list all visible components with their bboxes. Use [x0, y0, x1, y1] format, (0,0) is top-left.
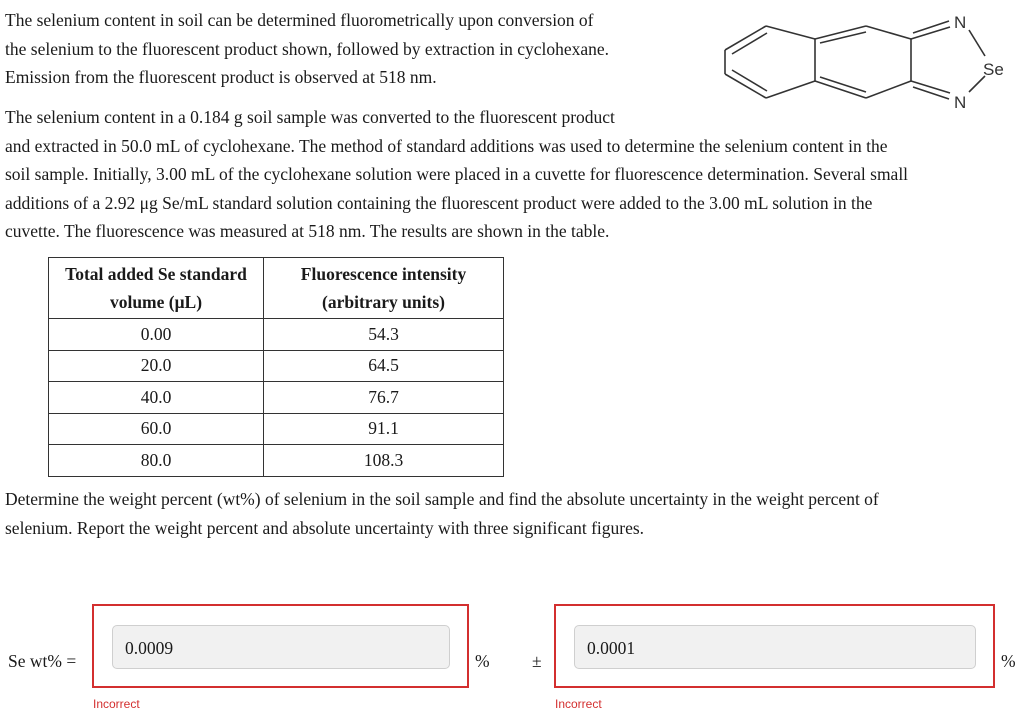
- procedure-line: cuvette. The fluorescence was measured at 518 nm. The results are shown in the table.: [5, 221, 610, 241]
- table-cell: 20.0: [49, 350, 264, 382]
- nitrogen-atom-label: N: [954, 13, 967, 32]
- question-line: Determine the weight percent (wt%) of selenium in the soil sample and find the absolute uncertainty in the weight percent of: [5, 489, 879, 509]
- table-row: [49, 382, 504, 414]
- question-text: [5, 485, 1015, 542]
- table-row: [49, 350, 504, 382]
- wt-unit-label: %: [475, 651, 490, 671]
- table-cell: 91.1: [264, 413, 504, 445]
- selenium-atom-label: Se: [983, 60, 1004, 79]
- question-line: selenium. Report the weight percent and absolute uncertainty with three significant figures.: [5, 517, 645, 538]
- wt-status-text: Incorrect: [93, 697, 140, 711]
- table-cell: 80.0: [49, 445, 264, 477]
- uncertainty-answer-box: [554, 604, 995, 688]
- plus-minus-label: ±: [532, 651, 542, 671]
- table-row: [49, 319, 504, 351]
- procedure-line: additions of a 2.92 μg Se/mL standard solution containing the fluorescent product were added to the 3.00 mL solution in the: [5, 192, 873, 213]
- nitrogen-atom-label: N: [954, 93, 967, 112]
- wt-answer-box: [92, 604, 469, 688]
- table-row: [49, 413, 504, 445]
- se-wt-label: Se wt% =: [8, 651, 77, 671]
- intro-paragraph: [5, 6, 695, 92]
- procedure-paragraph: [5, 103, 1021, 246]
- procedure-line: The selenium content in a 0.184 g soil sample was converted to the fluorescent product: [5, 107, 615, 127]
- uncertainty-status-text: Incorrect: [555, 697, 602, 711]
- table-cell: 0.00: [49, 319, 264, 351]
- column-header-volume: Total added Se standard volume (μL): [49, 258, 264, 319]
- uncertainty-input[interactable]: 0.0001: [574, 625, 976, 669]
- intro-line: The selenium content in soil can be determined fluorometrically upon conversion of: [5, 10, 594, 30]
- intro-line: Emission from the fluorescent product is observed at 518 nm.: [5, 67, 437, 87]
- procedure-line: soil sample. Initially, 3.00 mL of the cyclohexane solution were placed in a cuvette for fluorescence determination. Several small: [5, 164, 909, 184]
- data-table: [48, 257, 504, 477]
- table-cell: 40.0: [49, 382, 264, 414]
- column-header-intensity: Fluorescence intensity (arbitrary units): [264, 258, 504, 319]
- table-cell: 54.3: [264, 319, 504, 351]
- table-row: [49, 445, 504, 477]
- intro-line: the selenium to the fluorescent product shown, followed by extraction in cyclohexane.: [5, 38, 610, 59]
- uncertainty-unit-label: %: [1001, 651, 1016, 671]
- table-cell: 108.3: [264, 445, 504, 477]
- table-cell: 64.5: [264, 350, 504, 382]
- table-cell: 60.0: [49, 413, 264, 445]
- wt-percent-input[interactable]: 0.0009: [112, 625, 450, 669]
- procedure-line: and extracted in 50.0 mL of cyclohexane. The method of standard additions was used to determine the selenium content in the: [5, 135, 888, 156]
- table-cell: 76.7: [264, 382, 504, 414]
